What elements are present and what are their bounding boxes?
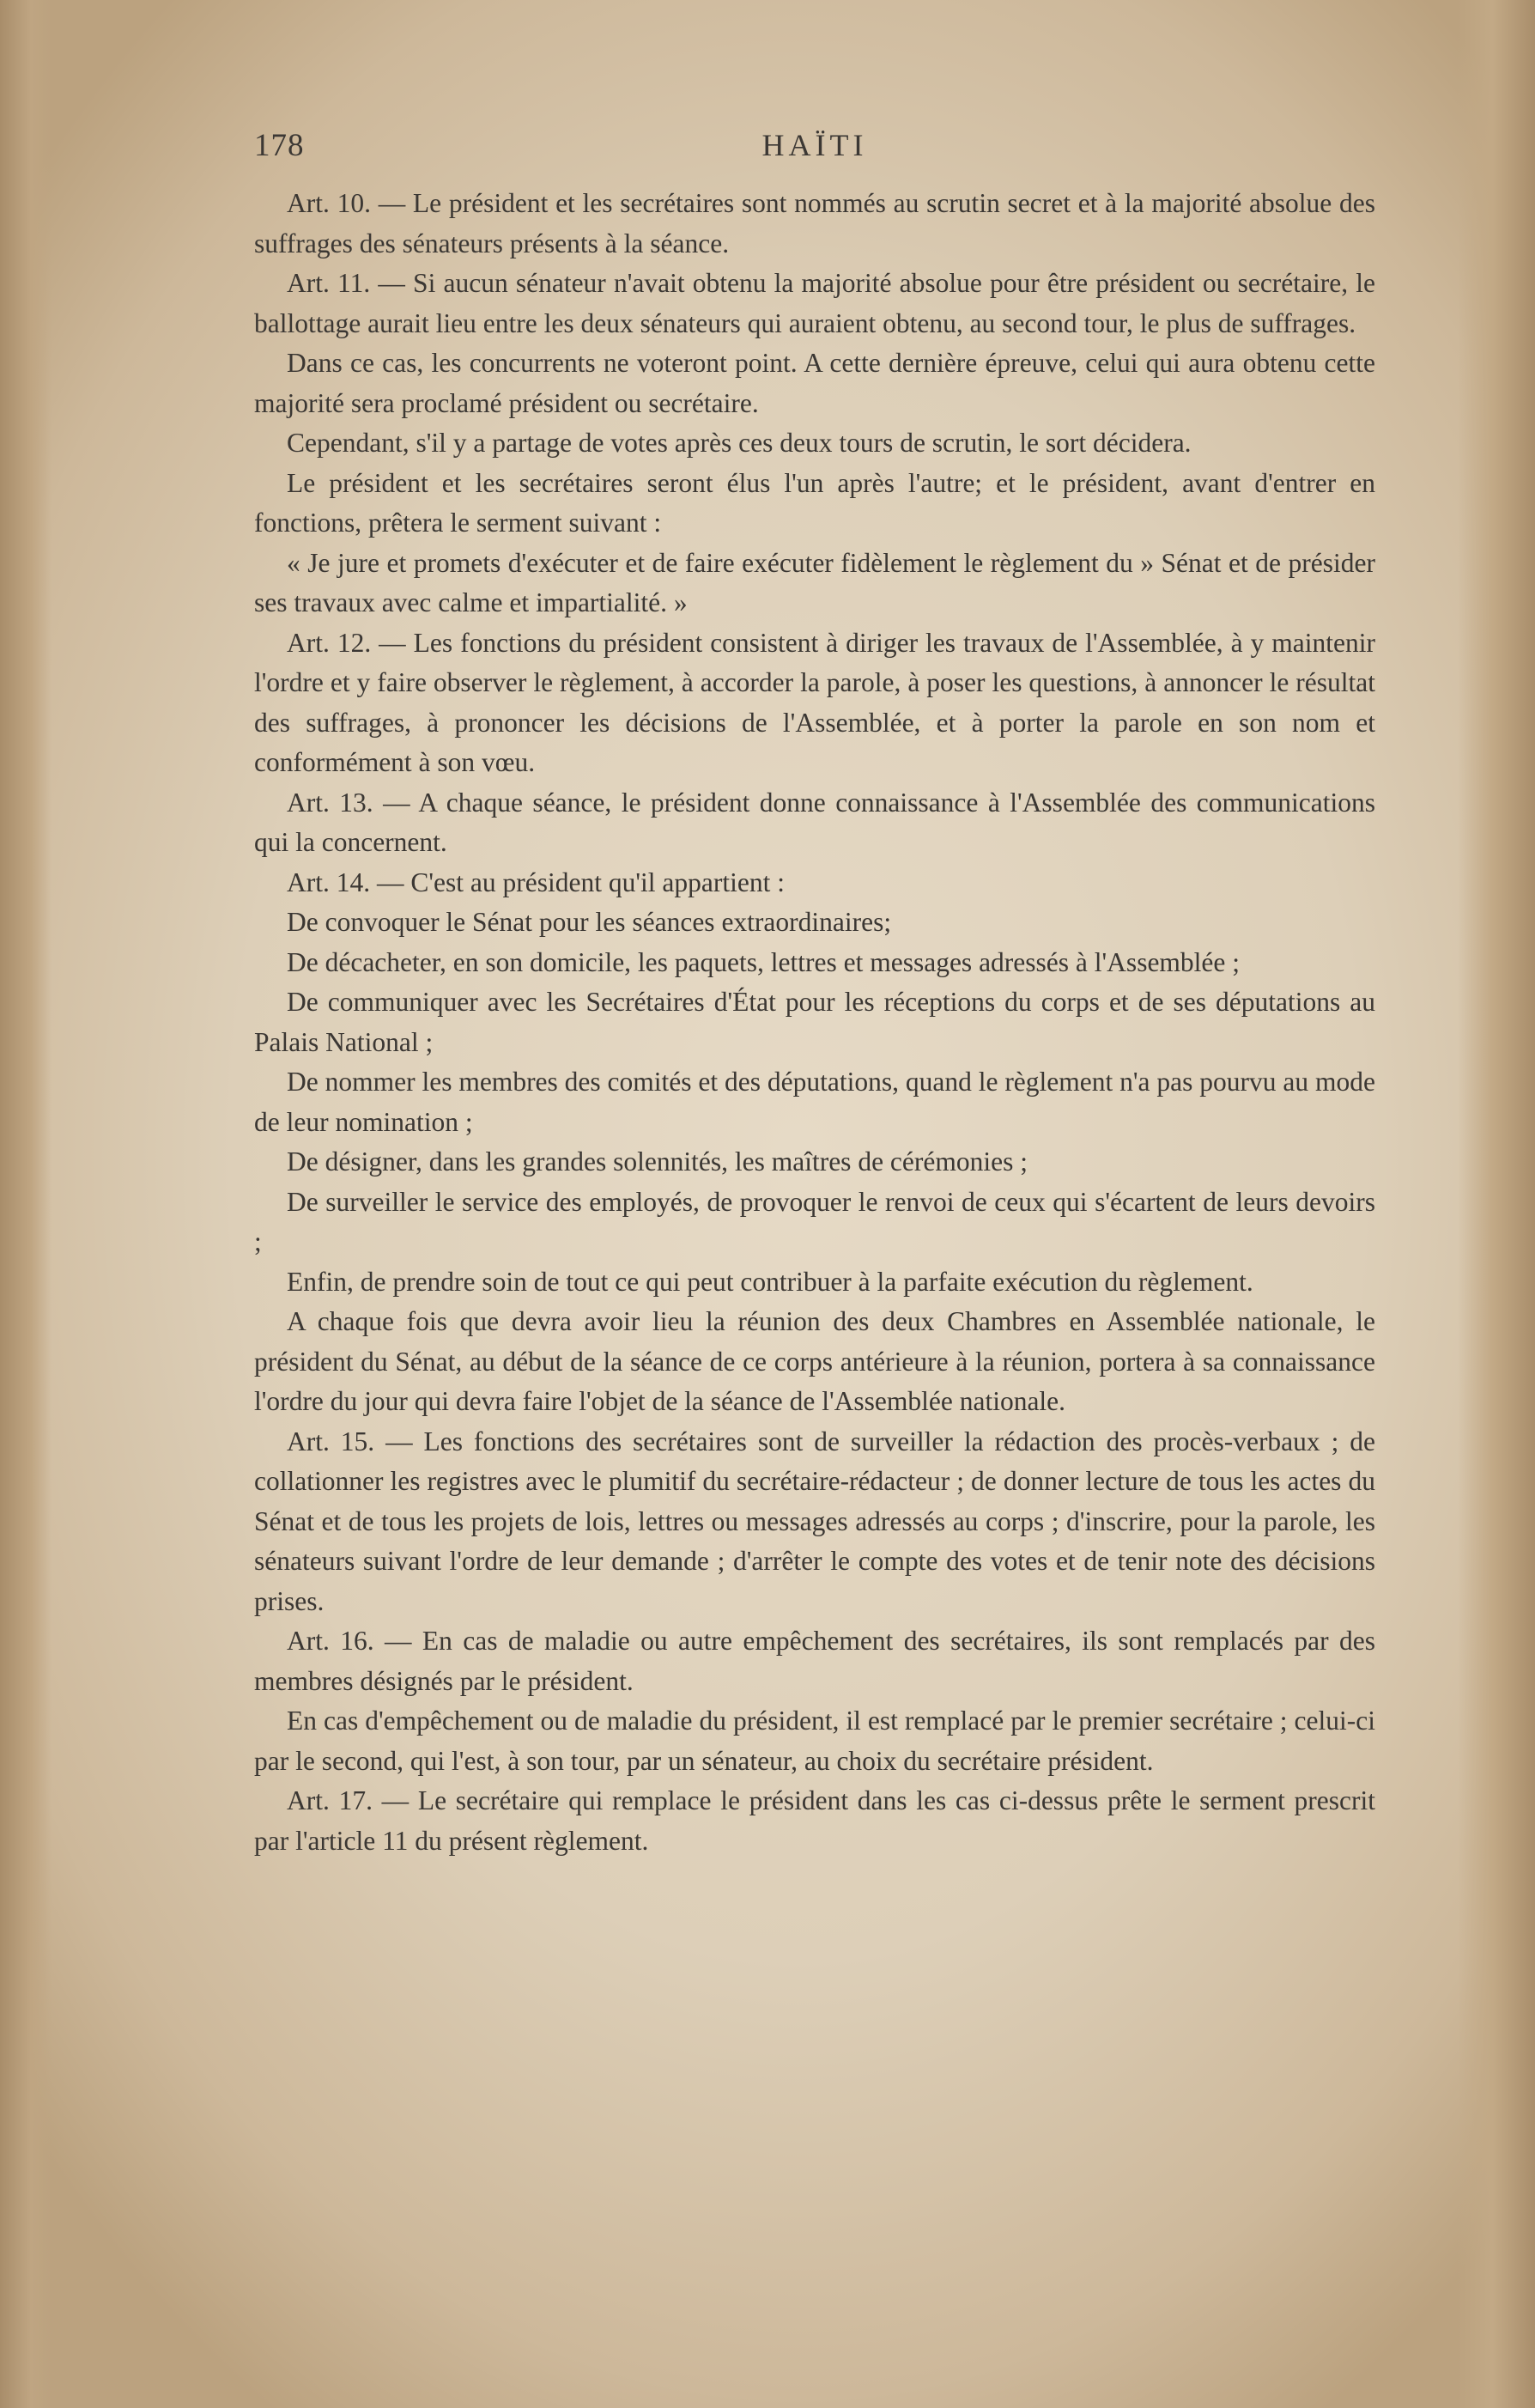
running-title: HAÏTI	[761, 128, 868, 162]
page-edge-right	[1458, 0, 1535, 2408]
paragraph-communicate: De communiquer avec les Secrétaires d'État pour les réceptions du corps et de ses députations au Palais National ;	[254, 987, 1375, 1057]
paragraph-art-16: Art. 16. — En cas de maladie ou autre empêchement des secrétaires, ils sont remplacés par des membres désignés par le président.	[254, 1626, 1375, 1696]
paragraph-art-10: Art. 10. — Le président et les secrétaires sont nommés au scrutin secret et à la majorité absolue des suffrages des sénateurs présents à la séance.	[254, 188, 1375, 258]
paragraph-second-round: Dans ce cas, les concurrents ne voteront point. A cette dernière épreuve, celui qui aura obtenu cette majorité sera proclamé président ou secrétaire.	[254, 348, 1375, 418]
paragraph-art-17: Art. 17. — Le secrétaire qui remplace le président dans les cas ci-dessus prête le serment prescrit par l'article 11 du présent règlement.	[254, 1785, 1375, 1856]
paragraph-unseal: De décacheter, en son domicile, les paquets, lettres et messages adressés à l'Assemblée ;	[287, 946, 1241, 977]
paragraph-art-12: Art. 12. — Les fonctions du président consistent à diriger les travaux de l'Assemblée, à y maintenir l'ordre et y faire observer le règlement, à accorder la parole, à poser les questions, à annoncer le résultat des suffrages, à prononcer les décisions de l'Assemblée, et à porter la parole en son nom et conformément à son vœu.	[254, 627, 1375, 777]
paragraph-oath: « Je jure et promets d'exécuter et de faire exécuter fidèlement le règlement du » Sénat et de présider ses travaux avec calme et impartialité. »	[254, 547, 1375, 617]
paragraph-election-order: Le président et les secrétaires seront élus l'un après l'autre; et le président, avant d'entrer en fonctions, prêtera le serment suivant :	[254, 467, 1375, 538]
paragraph-tie: Cependant, s'il y a partage de votes après ces deux tours de scrutin, le sort décidera.	[287, 428, 1192, 458]
paragraph-art-11: Art. 11. — Si aucun sénateur n'avait obtenu la majorité absolue pour être président ou secrétaire, le ballottage aurait lieu entre les deux sénateurs qui auraient obtenu, au second tour, le plus de suffrages.	[254, 268, 1375, 338]
paragraph-art-14: Art. 14. — C'est au président qu'il appartient :	[287, 867, 785, 897]
body-text	[254, 184, 1375, 1861]
paragraph-national-assembly: A chaque fois que devra avoir lieu la réunion des deux Chambres en Assemblée nationale, le président du Sénat, au début de la séance de ce corps antérieure à la réunion, portera à sa connaissance l'ordre du jour qui devra faire l'objet de la séance de l'Assemblée nationale.	[254, 1306, 1375, 1416]
page-header	[254, 127, 1375, 179]
paragraph-finally: Enfin, de prendre soin de tout ce qui peut contribuer à la parfaite exécution du règlement.	[287, 1266, 1253, 1297]
paragraph-convoke: De convoquer le Sénat pour les séances extraordinaires;	[287, 907, 892, 937]
paragraph-art-13: Art. 13. — A chaque séance, le président donne connaissance à l'Assemblée des communications qui la concernent.	[254, 787, 1375, 857]
paragraph-designate: De désigner, dans les grandes solennités, les maîtres de cérémonies ;	[287, 1146, 1028, 1177]
page-number: 178	[254, 128, 305, 163]
paragraph-appoint: De nommer les membres des comités et des députations, quand le règlement n'a pas pourvu au mode de leur nomination ;	[254, 1067, 1375, 1137]
paragraph-replacement: En cas d'empêchement ou de maladie du président, il est remplacé par le premier secrétaire ; celui-ci par le second, qui l'est, à son tour, par un sénateur, au choix du secrétaire président.	[254, 1706, 1375, 1776]
page-edge-left	[0, 0, 52, 2408]
paragraph-supervise: De surveiller le service des employés, de provoquer le renvoi de ceux qui s'écartent de leurs devoirs ;	[254, 1186, 1375, 1256]
paragraph-art-15: Art. 15. — Les fonctions des secrétaires sont de surveiller la rédaction des procès-verbaux ; de collationner les registres avec le plumitif du secrétaire-rédacteur ; de donner lecture de tous les actes du Sénat et de tous les projets de lois, lettres ou messages adressés au corps ; d'inscrire, pour la parole, les sénateurs suivant l'ordre de leur demande ; d'arrêter le compte des votes et de tenir note des décisions prises.	[254, 1426, 1375, 1616]
